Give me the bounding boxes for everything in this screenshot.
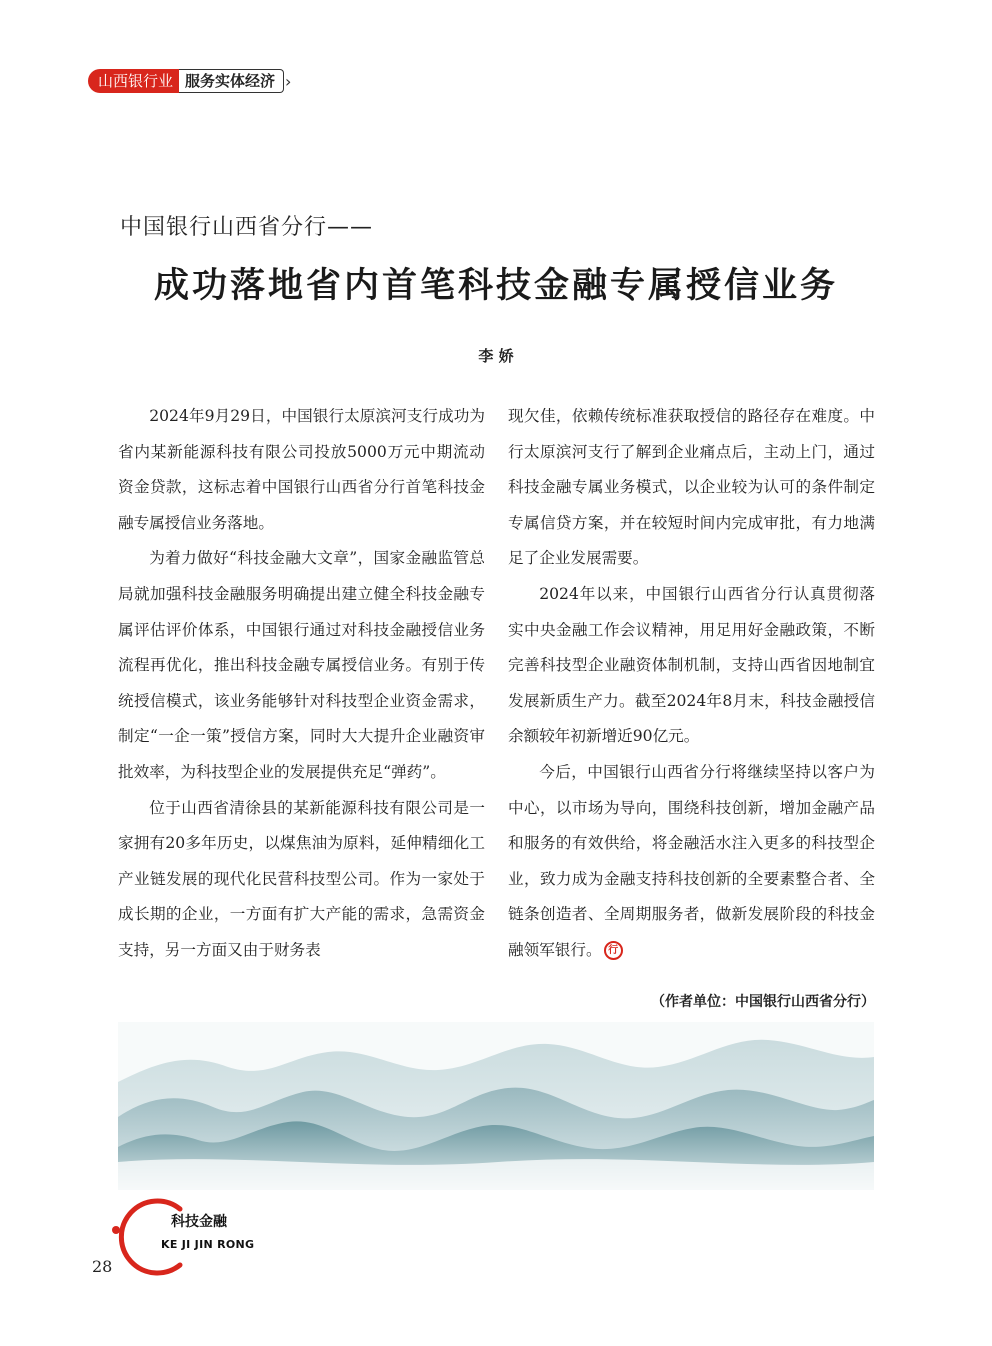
mountain-landscape-illustration xyxy=(118,1022,874,1190)
section-tag-secondary: 服务实体经济 xyxy=(179,69,284,93)
page-number: 28 xyxy=(92,1257,113,1276)
paragraph-last xyxy=(508,755,875,969)
chevron-right-icon: › xyxy=(285,71,292,91)
footer-brand-en: KE JI JIN RONG xyxy=(161,1238,255,1251)
paragraph: 2024年以来，中国银行山西省分行认真贯彻落实中央金融工作会议精神，用足用好金融政策，不断完善科技型企业融资体制机制，支持山西省因地制宜发展新质生产力。截至2024年8月末，科技金融授信余额较年初新增近90亿元。 xyxy=(508,584,875,746)
left-column xyxy=(118,399,485,969)
paragraph: 位于山西省清徐县的某新能源科技有限公司是一家拥有20多年历史，以煤焦油为原料，延伸精细化工产业链发展的现代化民营科技型公司。作为一家处于成长期的企业，一方面有扩大产能的需求，急需资金支持，另一方面又由于财务表 xyxy=(118,798,485,959)
paragraph-continuation: 现欠佳，依赖传统标准获取授信的路径存在难度。中行太原滨河支行了解到企业痛点后，主动上门，通过科技金融专属业务模式，以企业较为认可的条件制定专属信贷方案，并在较短时间内完成审批，有力地满足了企业发展需要。 xyxy=(508,407,875,568)
author-affiliation: （作者单位：中国银行山西省分行） xyxy=(651,994,875,1010)
article-subtitle: 中国银行山西省分行—— xyxy=(120,215,374,240)
paragraph: 为着力做好“科技金融大文章”，国家金融监管总局就加强科技金融服务明确提出建立健全科技金融专属评估评价体系，中国银行通过对科技金融授信业务流程再优化，推出科技金融专属授信业务。有别于传统授信模式，该业务能够针对科技型企业资金需求，制定“一企一策”授信方案，同时大大提升企业融资审批效率，为科技型企业的发展提供充足“弹药”。 xyxy=(118,549,485,781)
paragraph: 2024年9月29日，中国银行太原滨河支行成功为省内某新能源科技有限公司投放5000万元中期流动资金贷款，这标志着中国银行山西省分行首笔科技金融专属授信业务落地。 xyxy=(118,407,485,532)
article-title: 成功落地省内首笔科技金融专属授信业务 xyxy=(153,265,838,306)
paragraph-text: 今后，中国银行山西省分行将继续坚持以客户为中心，以市场为导向，围绕科技创新，增加金融产品和服务的有效供给，将金融活水注入更多的科技型企业，致力成为金融支持科技创新的全要素整合者、全链条创造者、全周期服务者，做新发展阶段的科技金融领军银行。 xyxy=(508,762,875,959)
end-of-article-icon: 行 xyxy=(604,941,623,960)
section-tag xyxy=(88,67,291,95)
footer-brand-cn: 科技金融 xyxy=(171,1214,227,1230)
article-author: 李 娇 xyxy=(478,347,514,365)
red-ring-logo-icon xyxy=(118,1197,198,1277)
right-column xyxy=(508,399,875,969)
footer-logo xyxy=(108,1192,218,1282)
section-tag-primary: 山西银行业 xyxy=(88,69,179,93)
